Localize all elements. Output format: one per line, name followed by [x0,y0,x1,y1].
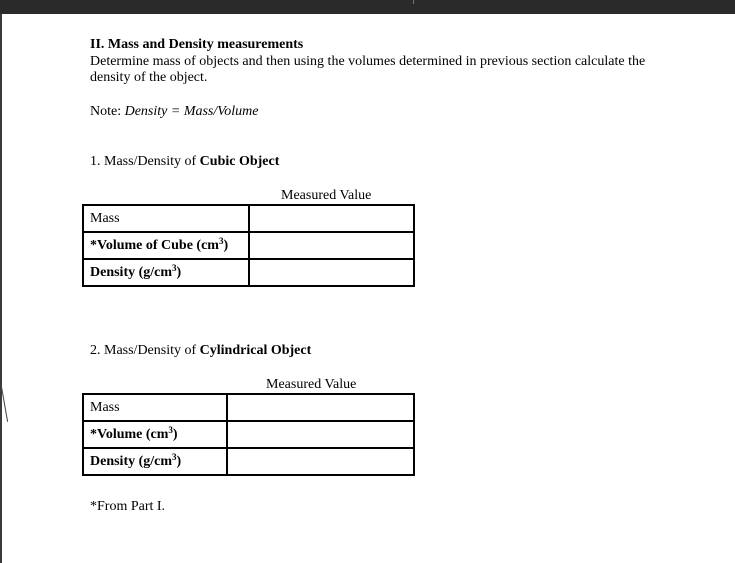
superscript: 3 [168,424,173,435]
part1-table [82,204,415,287]
measured-value-cell[interactable] [249,232,414,259]
row-label [83,448,227,475]
table-row [83,205,414,232]
table-row [83,259,414,286]
part1-heading-prefix: 1. Mass/Density of [90,154,200,169]
part2-column-header: Measured Value [266,377,357,392]
table-row [83,421,414,448]
row-label-close: ) [176,453,182,469]
table-row [83,448,414,475]
row-label-text: Density (g/cm [90,453,173,469]
superscript: 3 [172,451,177,462]
row-label-text: Density (g/cm [90,264,173,280]
viewer-top-bar [0,0,735,14]
measured-value-cell[interactable] [249,205,414,232]
row-label-close: ) [172,426,178,442]
row-label-close: ) [176,264,182,280]
row-label-close: ) [223,237,229,253]
part2-heading-object: Cylindrical Object [199,343,312,358]
viewer-left-edge [0,14,2,563]
row-label [83,394,227,421]
section-title: II. Mass and Density measurements [90,37,304,52]
table-row [83,232,414,259]
part2-heading [90,343,311,359]
row-label [83,232,249,259]
row-label-text: Mass [90,399,120,415]
part1-column-header: Measured Value [281,188,372,203]
row-label-text: *Volume of Cube (cm [90,237,219,253]
row-label-text: *Volume (cm [90,426,169,442]
toolbar-divider [413,0,414,4]
superscript: 3 [218,235,224,246]
row-label-text: Mass [90,210,120,226]
part1-heading [90,154,279,170]
part2-heading-prefix: 2. Mass/Density of [90,343,200,358]
row-label [83,205,249,232]
measured-value-cell[interactable] [227,448,414,475]
part2-table [82,393,415,476]
footnote: *From Part I. [90,499,166,514]
superscript: 3 [172,262,177,273]
measured-value-cell[interactable] [249,259,414,286]
density-note [90,104,258,120]
section-description-line2: density of the object. [90,70,208,85]
row-label [83,421,227,448]
row-label [83,259,249,286]
section-description-line1: Determine mass of objects and then using the volumes determined in previous section calculate the [90,54,646,69]
part1-heading-object: Cubic Object [199,154,280,169]
note-formula: Density = Mass/Volume [124,104,259,119]
table-row [83,394,414,421]
note-prefix: Note: [90,104,125,119]
measured-value-cell[interactable] [227,394,414,421]
measured-value-cell[interactable] [227,421,414,448]
